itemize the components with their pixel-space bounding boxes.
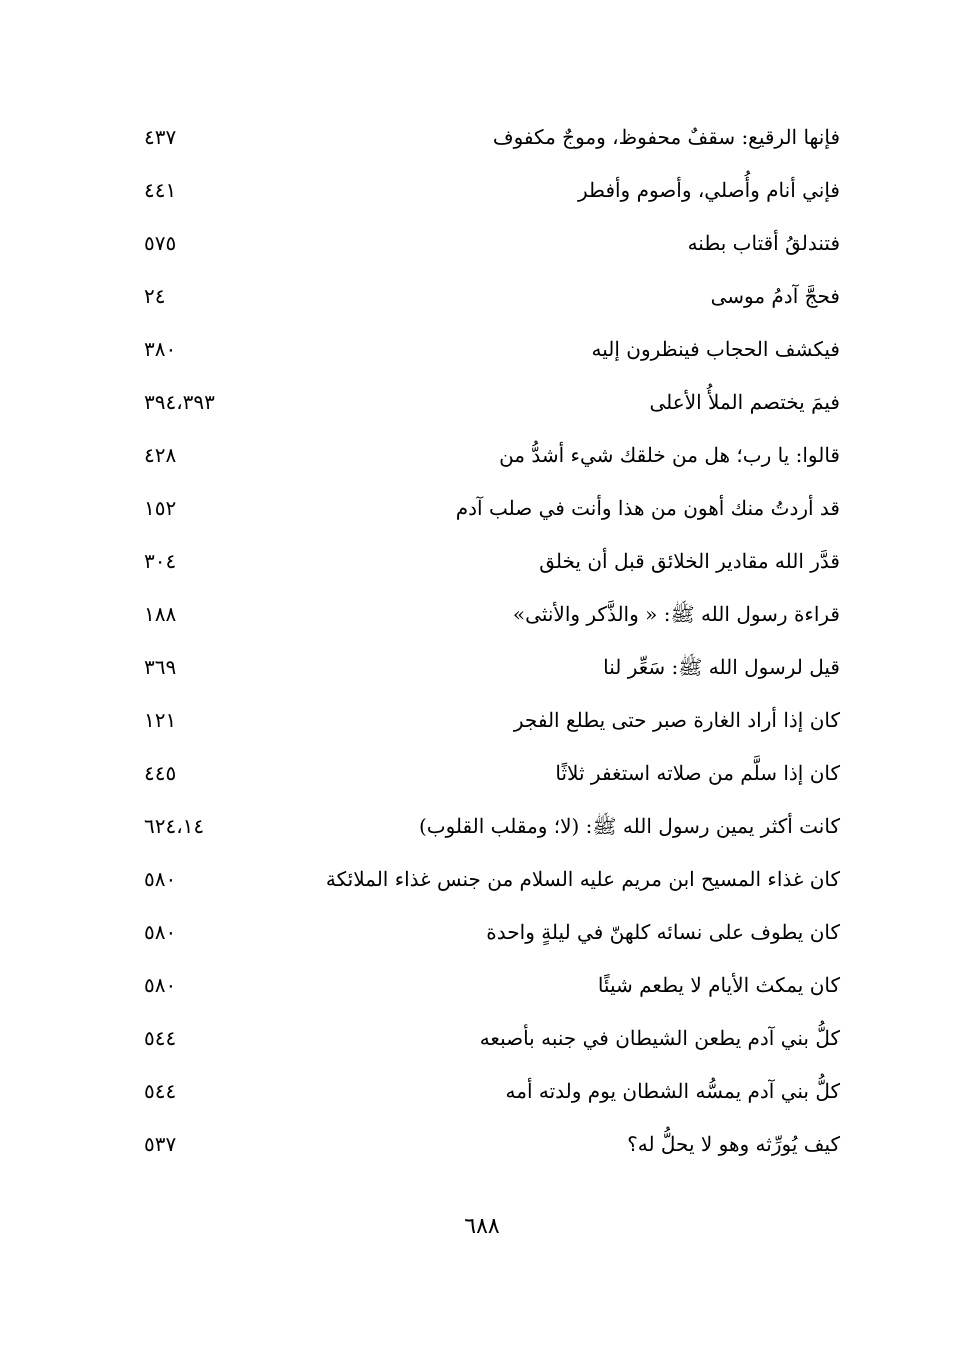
hadith-text: قالوا: يا رب؛ هل من خلقك شيء أشدُّ من bbox=[499, 443, 840, 467]
index-row bbox=[120, 1014, 844, 1067]
index-row bbox=[120, 749, 844, 802]
index-row bbox=[120, 219, 844, 272]
hadith-text: كان غذاء المسيح ابن مريم عليه السلام من جنس غذاء الملائكة bbox=[325, 867, 840, 891]
hadith-text: كان إذا أراد الغارة صبر حتى يطلع الفجر bbox=[513, 708, 840, 732]
page-reference: ٥٤٤ bbox=[144, 1026, 177, 1050]
hadith-text: كيف يُورِّثه وهو لا يحلُّ له؟ bbox=[627, 1132, 840, 1156]
page-reference: ٣٨٠ bbox=[144, 337, 177, 361]
page-reference: ٥٤٤ bbox=[144, 1079, 177, 1103]
page-reference: ٢٤ bbox=[144, 284, 166, 308]
index-row bbox=[120, 378, 844, 431]
page-reference: ٣٩٤،٣٩٣ bbox=[144, 390, 215, 414]
hadith-text: كلُّ بني آدم يمسُّه الشطان يوم ولدته أمه bbox=[505, 1079, 840, 1103]
page-number: ٦٨٨ bbox=[464, 1214, 500, 1239]
hadith-text: قيل لرسول الله ﷺ: سَعِّر لنا bbox=[603, 655, 840, 679]
hadith-text: فيمَ يختصم الملأُ الأعلى bbox=[649, 390, 840, 414]
hadith-text: فحجَّ آدمُ موسى bbox=[710, 284, 840, 308]
page-reference: ٤٢٨ bbox=[144, 443, 177, 467]
page-reference: ٥٨٠ bbox=[144, 920, 177, 944]
hadith-index-list bbox=[120, 113, 844, 1173]
index-row bbox=[120, 961, 844, 1014]
hadith-text: فتندلقُ أقتاب بطنه bbox=[687, 231, 840, 255]
index-row bbox=[120, 590, 844, 643]
hadith-text: قدَّر الله مقادير الخلائق قبل أن يخلق bbox=[539, 549, 840, 573]
page-reference: ٤٤٥ bbox=[144, 761, 177, 785]
page-reference: ٤٤١ bbox=[144, 178, 177, 202]
index-row bbox=[120, 908, 844, 961]
index-row bbox=[120, 484, 844, 537]
page-reference: ٥٨٠ bbox=[144, 867, 177, 891]
index-row bbox=[120, 431, 844, 484]
hadith-text: كان إذا سلَّم من صلاته استغفر ثلاثًا bbox=[555, 761, 840, 785]
index-row bbox=[120, 537, 844, 590]
page-reference: ٦٢٤،١٤ bbox=[144, 814, 205, 838]
index-row bbox=[120, 643, 844, 696]
page-reference: ١٨٨ bbox=[144, 602, 177, 626]
hadith-text: فيكشف الحجاب فينظرون إليه bbox=[591, 337, 840, 361]
index-row bbox=[120, 1120, 844, 1173]
page-reference: ٤٣٧ bbox=[144, 125, 177, 149]
index-row bbox=[120, 272, 844, 325]
hadith-text: فإنها الرقيع: سقفٌ محفوظ، وموجٌ مكفوف bbox=[492, 125, 840, 149]
index-row bbox=[120, 696, 844, 749]
index-row bbox=[120, 325, 844, 378]
index-row bbox=[120, 855, 844, 908]
index-row bbox=[120, 166, 844, 219]
hadith-text: قراءة رسول الله ﷺ: « والذَّكر والأنثى» bbox=[512, 602, 840, 626]
index-row bbox=[120, 1067, 844, 1120]
page-reference: ١٥٢ bbox=[144, 496, 177, 520]
page-reference: ١٢١ bbox=[144, 708, 177, 732]
hadith-text: كان يمكث الأيام لا يطعم شيئًا bbox=[597, 973, 840, 997]
page-reference: ٥٧٥ bbox=[144, 231, 177, 255]
page-reference: ٣٠٤ bbox=[144, 549, 177, 573]
page-reference: ٣٦٩ bbox=[144, 655, 177, 679]
hadith-text: فإني أنام وأُصلي، وأصوم وأفطر bbox=[578, 178, 840, 202]
page-reference: ٥٨٠ bbox=[144, 973, 177, 997]
index-row bbox=[120, 113, 844, 166]
index-row bbox=[120, 802, 844, 855]
hadith-text: كانت أكثر يمين رسول الله ﷺ: (لا؛ ومقلب القلوب) bbox=[418, 814, 840, 838]
hadith-text: قد أردتُ منك أهون من هذا وأنت في صلب آدم bbox=[455, 496, 840, 520]
page-reference: ٥٣٧ bbox=[144, 1132, 177, 1156]
hadith-text: كان يطوف على نسائه كلهنّ في ليلةٍ واحدة bbox=[486, 920, 840, 944]
hadith-text: كلُّ بني آدم يطعن الشيطان في جنبه بأصبعه bbox=[479, 1026, 840, 1050]
